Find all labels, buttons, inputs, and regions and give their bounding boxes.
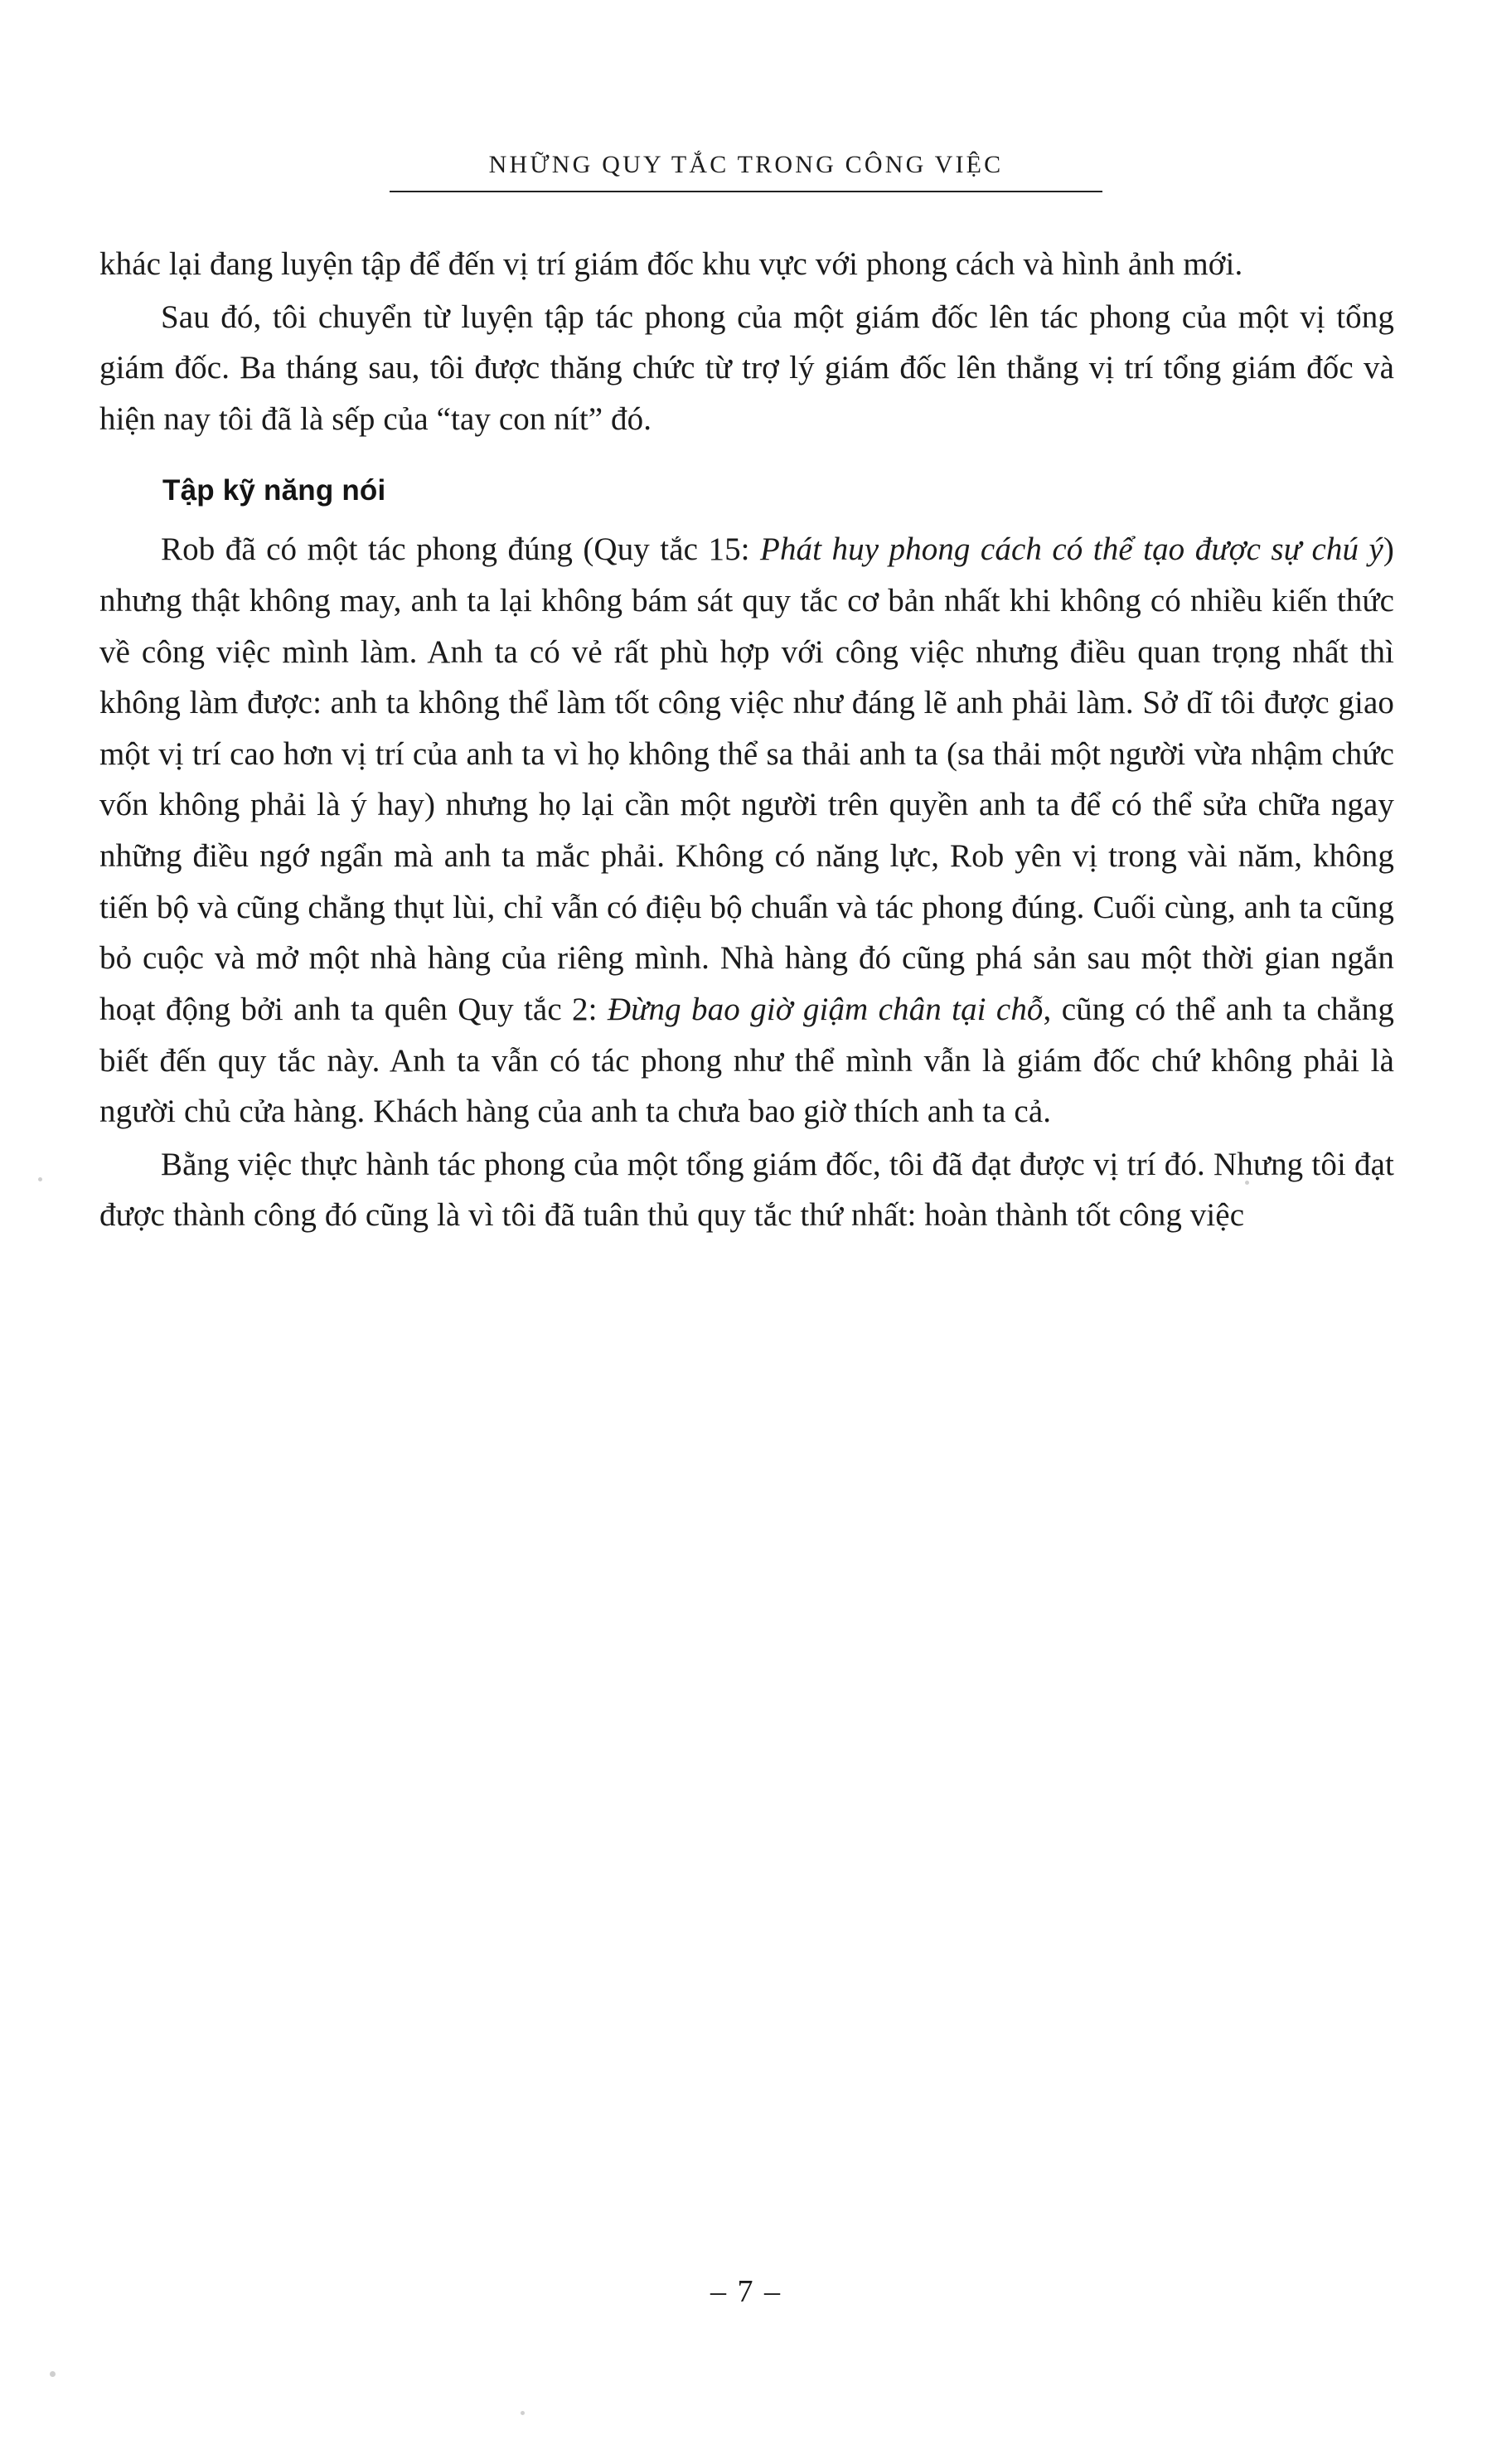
page-content (90, 0, 1402, 1241)
running-head: NHỮNG QUY TẮC TRONG CÔNG VIỆC (488, 151, 1004, 178)
paragraph-rob (99, 524, 1394, 1137)
page-number: – 7 – (710, 2274, 782, 2309)
paragraph-rob-part3: , cũng có thể anh ta chẳng biết đến quy tắc này. Anh ta vẫn có tác phong như thể mình vẫn là giám đốc chứ không phải là người chủ cửa hàng. Khách hàng của anh ta chưa bao giờ thích anh ta cả. (99, 991, 1394, 1130)
paragraph: khác lại đang luyện tập để đến vị trí giám đốc khu vực với phong cách và hình ảnh mới. (99, 246, 1243, 282)
rule-title-2: Đừng bao giờ giậm chân tại chỗ (607, 991, 1044, 1027)
paragraph-rob-part1: Rob đã có một tác phong đúng (Quy tắc 15: (161, 531, 761, 568)
paragraph: Sau đó, tôi chuyển từ luyện tập tác phong của một giám đốc lên tác phong của một vị tổng giám đốc. Ba tháng sau, tôi được thăng chức từ trợ lý giám đốc lên thẳng vị trí tổng giám đốc và hiện nay tôi đã là sếp của “tay con nít” đó. (99, 298, 1394, 437)
section-subheading: Tập kỹ năng nói (162, 474, 386, 507)
scan-speck (521, 2411, 525, 2415)
paragraph: Bằng việc thực hành tác phong của một tổng giám đốc, tôi đã đạt được vị trí đó. Nhưng tôi đạt được thành công đó cũng là vì tôi đã tuân thủ quy tắc thứ nhất: hoàn thành tốt công việc (99, 1146, 1394, 1234)
rule-title-15: Phát huy phong cách có thể tạo được sự chú ý (760, 531, 1383, 568)
scan-speck (38, 1177, 42, 1181)
scan-speck (50, 2371, 56, 2377)
paragraph-rob-part2: ) nhưng thật không may, anh ta lại không bám sát quy tắc cơ bản nhất khi không có nhiều kiến thức về công việc mình làm. Anh ta có vẻ rất phù hợp với công việc nhưng điều quan trọng nhất thì không làm được: anh ta không thể làm tốt công việc như đáng lẽ anh phải làm. Sở dĩ tôi được giao một vị trí cao hơn vị trí của anh ta vì họ không thể sa thải anh ta (sa thải một người vừa nhậm chức vốn không phải là ý hay) nhưng họ lại cần một người trên quyền anh ta để có thể sửa chữa ngay những điều ngớ ngẩn mà anh ta mắc phải. Không có năng lực, Rob yên vị trong vài năm, không tiến bộ và cũng chẳng thụt lùi, chỉ vẫn có điệu bộ chuẩn và tác phong đúng. Cuối cùng, anh ta cũng bỏ cuộc và mở một nhà hàng của riêng mình. Nhà hàng đó cũng phá sản sau một thời gian ngắn hoạt động bởi anh ta quên Quy tắc 2: (99, 531, 1394, 1027)
header-rule (390, 191, 1102, 192)
body-text (90, 239, 1402, 1241)
